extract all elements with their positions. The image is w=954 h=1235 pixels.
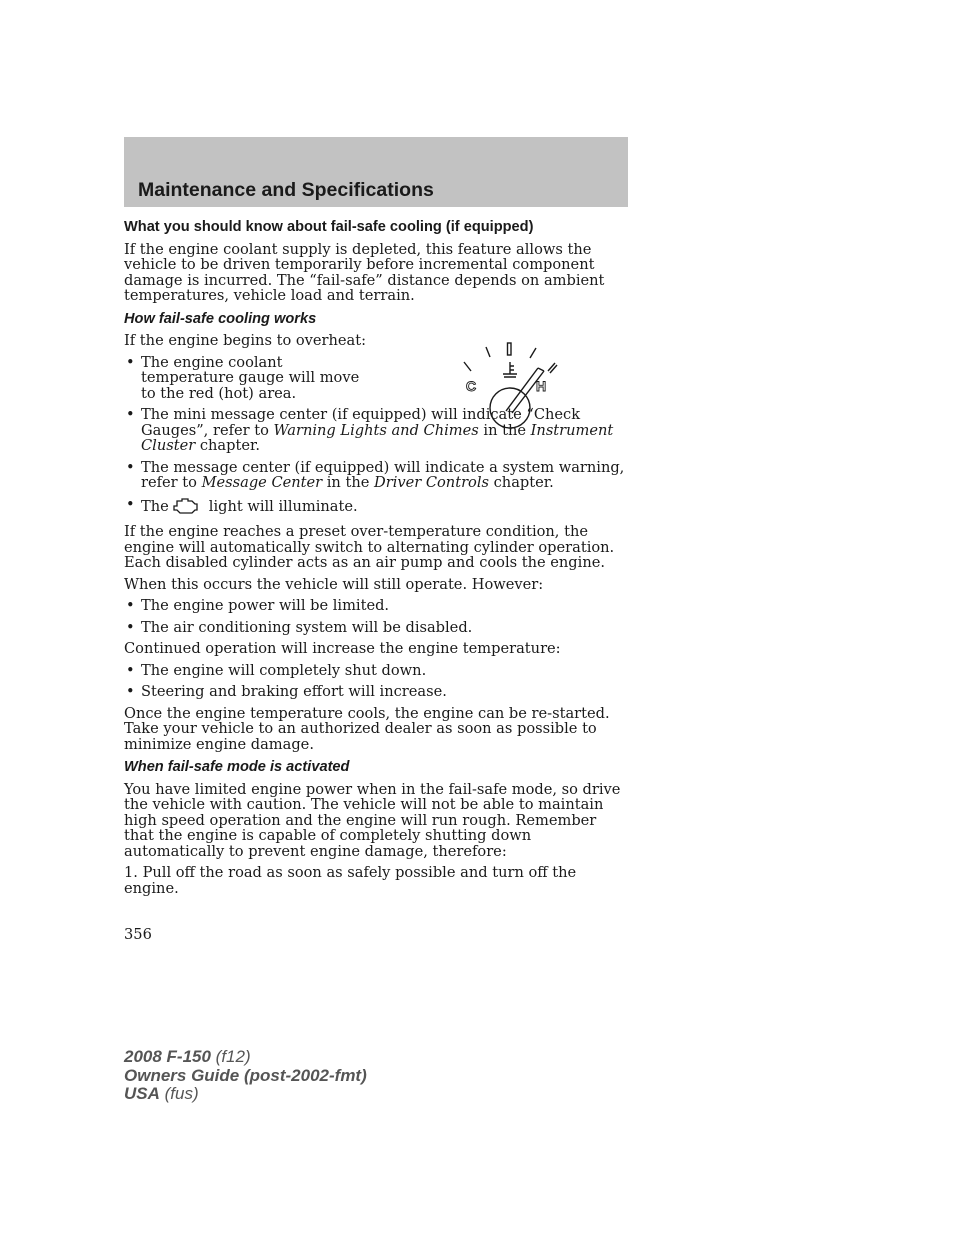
list-item (124, 497, 628, 519)
reference-message-center: Message Center (201, 474, 323, 491)
list-item-text: The message center (if equipped) will indicate a system warning, refer to (141, 458, 625, 491)
list-item (124, 355, 377, 402)
section-header-band (124, 137, 628, 207)
list-item-text: in the (322, 474, 375, 491)
limits-list (124, 598, 628, 635)
footer-market: USA (124, 1084, 160, 1103)
coolant-temperature-gauge-icon (460, 340, 560, 435)
gauge-cold-label: C (466, 378, 477, 394)
gauge-hot-label: H (536, 378, 547, 394)
reference-driver-controls: Driver Controls (374, 474, 489, 491)
continued-operation-paragraph: Continued operation will increase the engine temperature: (124, 640, 561, 657)
list-item-text: The mini message center (if equipped) will indicate “Check Gauges”, refer to (141, 406, 581, 439)
failsafe-paragraph: You have limited engine power when in the fail-safe mode, so drive the vehicle with caution. The vehicle will not be able to maintain high speed operation and the engine will run rough. Remember that the engine is capable of completely shutting down automatically to prevent engine damage, therefore: (124, 780, 621, 860)
subheading-how-works: How fail-safe cooling works (124, 310, 317, 327)
page-title: Maintenance and Specifications (138, 179, 434, 201)
list-item-text: chapter. (489, 474, 554, 491)
reference-instrument-cluster: Instrument Cluster (141, 421, 614, 454)
over-temperature-paragraph: If the engine reaches a preset over-temperature condition, the engine will automatically switch to alternating cylinder operation. Each disabled cylinder acts as an air pump and cools the engine. (124, 523, 615, 571)
list-item (124, 460, 628, 491)
intro-paragraph: If the engine coolant supply is depleted, this feature allows the vehicle to be driven temporarily before incremental component damage is incurred. The “fail-safe” distance depends on ambient temperatures, vehicle load and terrain. (124, 240, 605, 304)
footer-market-code: (fus) (159, 1084, 199, 1103)
page-number: 356 (124, 926, 152, 943)
footer-line-3 (124, 1085, 367, 1104)
section-heading: What you should know about fail-safe cooling (if equipped) (124, 219, 534, 235)
check-engine-icon (171, 497, 201, 519)
still-operate-paragraph: When this occurs the vehicle will still operate. However: (124, 575, 544, 593)
main-content (124, 220, 628, 902)
list-item-text: The (141, 497, 169, 515)
list-item-text: in the (478, 421, 531, 439)
restart-paragraph: Once the engine temperature cools, the engine can be re-started. Take your vehicle to an authorized dealer as soon as possible to minimize engine damage. (124, 704, 610, 753)
footer-line-1 (124, 1048, 367, 1067)
list-item: • Steering and braking effort will increase. (124, 684, 628, 700)
list-item-text: light will illuminate. (208, 497, 358, 515)
footer-line-2: Owners Guide (post-2002-fmt) (124, 1065, 367, 1085)
step-1: 1. Pull off the road as soon as safely possible and turn off the engine. (124, 864, 577, 897)
list-item: • The engine will completely shut down. (124, 663, 628, 679)
list-item: • The air conditioning system will be disabled. (124, 620, 628, 636)
list-item-text: The engine coolant temperature gauge will move to the red (hot) area. (141, 353, 360, 402)
list-item: • The engine power will be limited. (124, 598, 628, 614)
reference-warning-lights: Warning Lights and Chimes (273, 421, 479, 439)
list-item-text: chapter. (195, 437, 260, 454)
footer-model: 2008 F-150 (124, 1047, 211, 1066)
footer-model-code: (f12) (210, 1047, 251, 1066)
consequences-list (124, 663, 628, 700)
footer (124, 1048, 367, 1104)
overheat-lead: If the engine begins to overheat: (124, 332, 367, 349)
subheading-failsafe-mode: When fail-safe mode is activated (124, 759, 350, 775)
